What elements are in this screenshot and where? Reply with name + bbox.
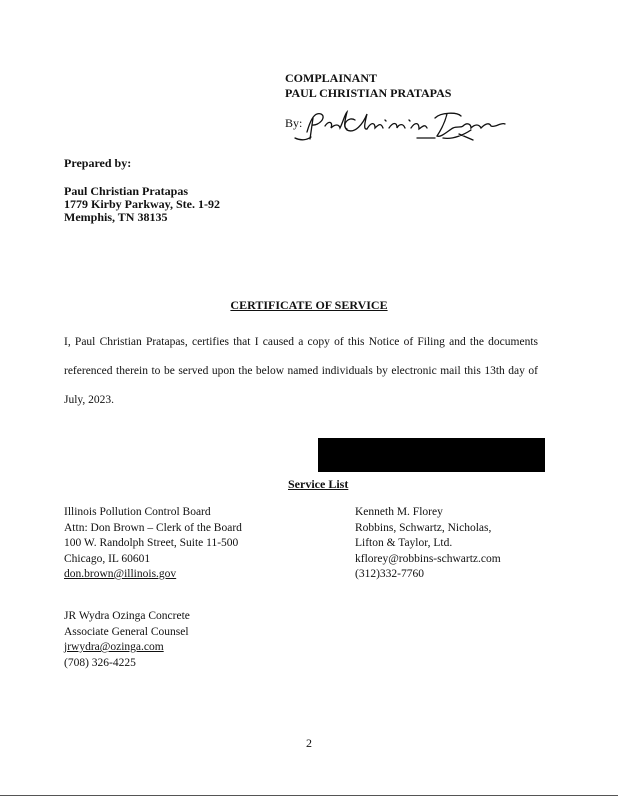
preparer-name: Paul Christian Pratapas: [64, 184, 189, 198]
recipient-line: Illinois Pollution Control Board: [64, 506, 211, 518]
certificate-body: I, Paul Christian Pratapas, certifies that I caused a copy of this Notice of Filing and the documents referenced therein to be served upon the below named individuals by electronic mail this 13th day of July, 2023.: [64, 336, 538, 406]
recipient-line: 100 W. Randolph Street, Suite 11-500: [64, 537, 239, 549]
recipient-email[interactable]: don.brown@illinois.gov: [64, 568, 177, 580]
preparer-address-line1: 1779 Kirby Parkway, Ste. 1-92: [64, 197, 220, 211]
recipient-wydra: [64, 609, 190, 671]
recipient-ipcb: [64, 505, 242, 583]
recipient-email: kflorey@robbins-schwartz.com: [355, 552, 501, 565]
bottom-rule: [0, 795, 618, 796]
handwritten-signature-icon: [285, 108, 520, 142]
prepared-by-label: Prepared by:: [64, 156, 132, 170]
page-number: 2: [306, 736, 312, 750]
complainant-name: PAUL CHRISTIAN PRATAPAS: [285, 86, 452, 100]
recipient-line: Robbins, Schwartz, Nicholas,: [355, 521, 492, 534]
recipient-line: Associate General Counsel: [64, 625, 189, 638]
recipient-email[interactable]: jrwydra@ozinga.com: [64, 641, 164, 653]
complainant-label: COMPLAINANT: [285, 71, 377, 85]
certificate-title: CERTIFICATE OF SERVICE: [230, 298, 388, 312]
preparer-address: [64, 185, 220, 224]
recipient-line: Kenneth M. Florey: [355, 506, 443, 518]
recipient-phone: (312)332-7760: [355, 568, 424, 580]
recipient-line: Chicago, IL 60601: [64, 552, 151, 565]
recipient-line: Attn: Don Brown – Clerk of the Board: [64, 521, 242, 534]
preparer-address-line2: Memphis, TN 38135: [64, 210, 168, 224]
redaction-box: [318, 438, 545, 472]
recipient-line: JR Wydra Ozinga Concrete: [64, 610, 190, 622]
recipient-florey: [355, 505, 501, 583]
service-list-title: Service List: [288, 477, 349, 491]
recipient-phone: (708) 326-4225: [64, 656, 136, 669]
recipient-line: Lifton & Taylor, Ltd.: [355, 537, 453, 549]
signature-block: [285, 71, 451, 101]
signature-line: [285, 108, 520, 142]
by-label: By:: [285, 116, 303, 130]
